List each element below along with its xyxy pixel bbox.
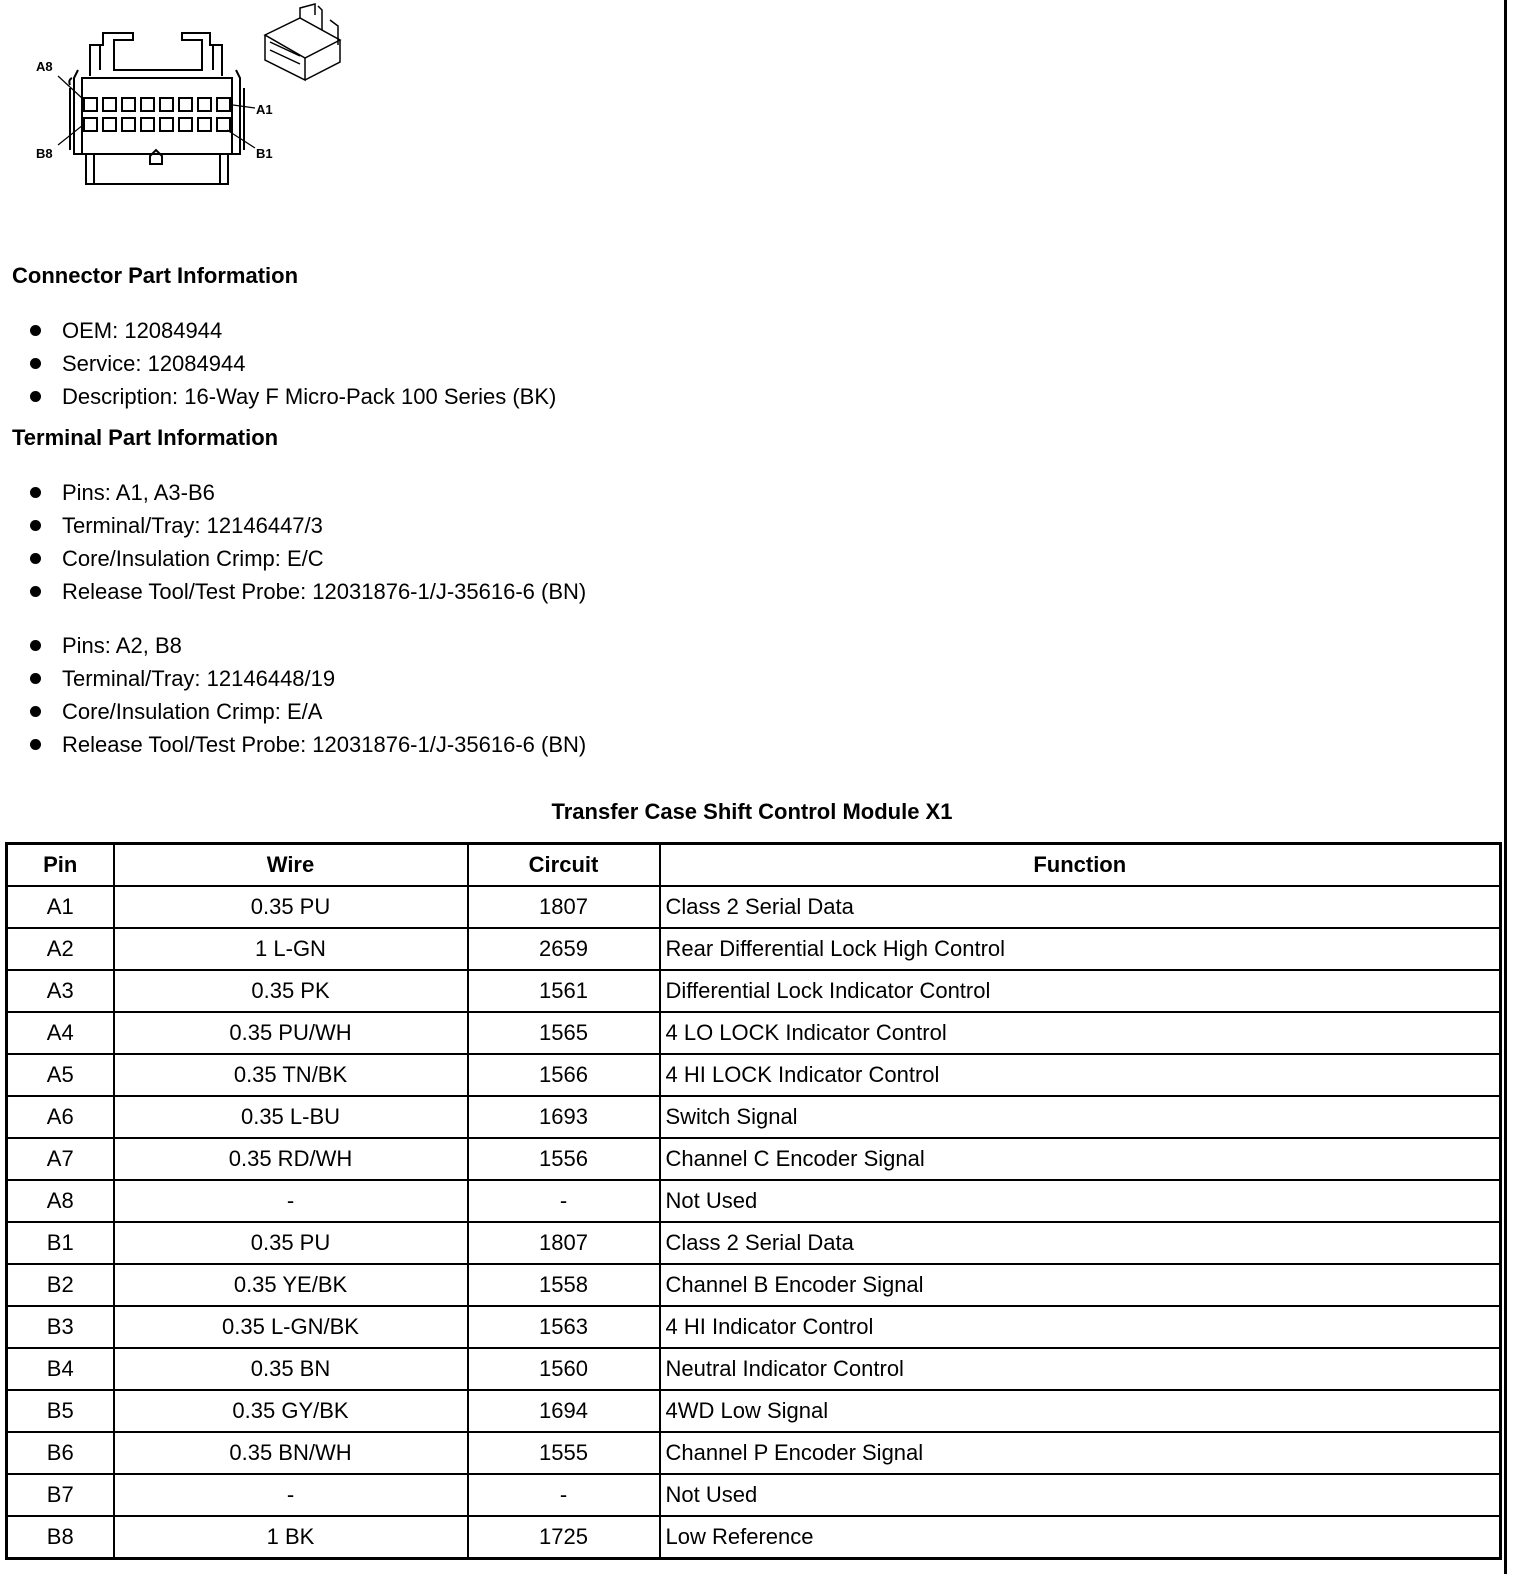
list-item: Service: 12084944 [28, 347, 556, 380]
table-row [7, 1348, 1501, 1390]
pin-cavity [198, 98, 211, 111]
cell-wire: 0.35 GY/BK [114, 1390, 468, 1432]
cell-pin: A3 [7, 970, 114, 1012]
cell-function: Differential Lock Indicator Control [660, 970, 1501, 1012]
pin-cavity [217, 118, 230, 131]
table-row [7, 1390, 1501, 1432]
cell-circuit: 1563 [468, 1306, 660, 1348]
cell-function: 4 HI LOCK Indicator Control [660, 1054, 1501, 1096]
list-item: Release Tool/Test Probe: 12031876-1/J-35616-6 (BN) [28, 728, 586, 761]
pin-cavity [122, 98, 135, 111]
pin-cavity [179, 98, 192, 111]
cell-wire: 1 L-GN [114, 928, 468, 970]
cell-wire: 0.35 RD/WH [114, 1138, 468, 1180]
cell-wire: 0.35 PU/WH [114, 1012, 468, 1054]
table-row [7, 928, 1501, 970]
list-item: Terminal/Tray: 12146447/3 [28, 509, 586, 542]
cell-wire: - [114, 1474, 468, 1516]
cell-wire: - [114, 1180, 468, 1222]
header-wire: Wire [114, 844, 468, 887]
table-row [7, 1096, 1501, 1138]
cell-circuit: 1807 [468, 886, 660, 928]
pin-cavity [160, 98, 173, 111]
cell-function: Not Used [660, 1180, 1501, 1222]
cell-wire: 0.35 BN [114, 1348, 468, 1390]
pin-cavity [217, 98, 230, 111]
cell-pin: A8 [7, 1180, 114, 1222]
pin-cavity [122, 118, 135, 131]
cell-pin: A1 [7, 886, 114, 928]
page-right-border [1504, 0, 1507, 1574]
cell-circuit: 1555 [468, 1432, 660, 1474]
table-row [7, 1264, 1501, 1306]
cell-circuit: - [468, 1474, 660, 1516]
cell-wire: 0.35 YE/BK [114, 1264, 468, 1306]
pin-cavity [160, 118, 173, 131]
terminal-part-info-heading: Terminal Part Information [12, 425, 279, 450]
list-item: Core/Insulation Crimp: E/A [28, 695, 586, 728]
cell-wire: 0.35 L-BU [114, 1096, 468, 1138]
list-item: Core/Insulation Crimp: E/C [28, 542, 586, 575]
pin-cavity [198, 118, 211, 131]
table-row [7, 1180, 1501, 1222]
pin-cavity [141, 118, 154, 131]
table-row [7, 970, 1501, 1012]
pin-cavity [103, 98, 116, 111]
pin-label-a1: A1 [256, 102, 273, 117]
cell-circuit: 1693 [468, 1096, 660, 1138]
table-row [7, 1516, 1501, 1559]
cell-function: Rear Differential Lock High Control [660, 928, 1501, 970]
list-item: OEM: 12084944 [28, 314, 556, 347]
cell-pin: A2 [7, 928, 114, 970]
cell-pin: B4 [7, 1348, 114, 1390]
table-row [7, 1054, 1501, 1096]
header-pin: Pin [7, 844, 114, 887]
cell-pin: B5 [7, 1390, 114, 1432]
cell-wire: 0.35 L-GN/BK [114, 1306, 468, 1348]
cell-circuit: 1560 [468, 1348, 660, 1390]
cell-wire: 1 BK [114, 1516, 468, 1559]
cell-wire: 0.35 PU [114, 1222, 468, 1264]
pin-cavity [84, 98, 97, 111]
cell-circuit: - [468, 1180, 660, 1222]
connector-isometric-view [265, 4, 340, 80]
table-row [7, 1012, 1501, 1054]
table-row [7, 1138, 1501, 1180]
cell-pin: A5 [7, 1054, 114, 1096]
pin-cavity [179, 118, 192, 131]
pin-label-b8: B8 [36, 146, 53, 161]
connector-part-info-list [28, 314, 556, 413]
header-circuit: Circuit [468, 844, 660, 887]
table-title: Transfer Case Shift Control Module X1 [551, 799, 953, 824]
cell-function: Switch Signal [660, 1096, 1501, 1138]
cell-pin: A6 [7, 1096, 114, 1138]
cell-pin: B3 [7, 1306, 114, 1348]
pin-cavity [103, 118, 116, 131]
cell-pin: B7 [7, 1474, 114, 1516]
cell-circuit: 1558 [468, 1264, 660, 1306]
pin-label-a8: A8 [36, 59, 53, 74]
cell-circuit: 1566 [468, 1054, 660, 1096]
cell-wire: 0.35 PU [114, 886, 468, 928]
table-row [7, 1474, 1501, 1516]
cell-pin: A4 [7, 1012, 114, 1054]
list-item: Pins: A1, A3-B6 [28, 476, 586, 509]
cell-pin: B1 [7, 1222, 114, 1264]
cell-circuit: 1561 [468, 970, 660, 1012]
cell-function: Low Reference [660, 1516, 1501, 1559]
cell-circuit: 1725 [468, 1516, 660, 1559]
terminal-group-2 [28, 629, 586, 761]
connector-part-info-heading: Connector Part Information [12, 263, 299, 288]
cell-wire: 0.35 TN/BK [114, 1054, 468, 1096]
table-header-row [7, 844, 1501, 887]
list-item: Release Tool/Test Probe: 12031876-1/J-35616-6 (BN) [28, 575, 586, 608]
pin-label-b1: B1 [256, 146, 273, 161]
cell-function: Neutral Indicator Control [660, 1348, 1501, 1390]
cell-function: Channel B Encoder Signal [660, 1264, 1501, 1306]
list-item: Description: 16-Way F Micro-Pack 100 Series (BK) [28, 380, 556, 413]
cell-wire: 0.35 PK [114, 970, 468, 1012]
cell-function: Channel C Encoder Signal [660, 1138, 1501, 1180]
cell-circuit: 1556 [468, 1138, 660, 1180]
cell-pin: B6 [7, 1432, 114, 1474]
cell-function: 4WD Low Signal [660, 1390, 1501, 1432]
table-row [7, 1222, 1501, 1264]
cell-function: Channel P Encoder Signal [660, 1432, 1501, 1474]
cell-function: 4 LO LOCK Indicator Control [660, 1012, 1501, 1054]
cell-function: Class 2 Serial Data [660, 1222, 1501, 1264]
cell-circuit: 1807 [468, 1222, 660, 1264]
cell-pin: B8 [7, 1516, 114, 1559]
cell-wire: 0.35 BN/WH [114, 1432, 468, 1474]
table-row [7, 1432, 1501, 1474]
cell-pin: A7 [7, 1138, 114, 1180]
cell-circuit: 2659 [468, 928, 660, 970]
header-function: Function [660, 844, 1501, 887]
terminal-group-1 [28, 476, 586, 608]
connector-diagram [0, 0, 360, 200]
cell-circuit: 1694 [468, 1390, 660, 1432]
table-row [7, 886, 1501, 928]
cell-circuit: 1565 [468, 1012, 660, 1054]
pinout-table [5, 842, 1502, 1560]
cell-pin: B2 [7, 1264, 114, 1306]
list-item: Pins: A2, B8 [28, 629, 586, 662]
cell-function: Class 2 Serial Data [660, 886, 1501, 928]
pin-cavity [141, 98, 154, 111]
pin-cavity [84, 118, 97, 131]
cell-function: 4 HI Indicator Control [660, 1306, 1501, 1348]
list-item: Terminal/Tray: 12146448/19 [28, 662, 586, 695]
table-row [7, 1306, 1501, 1348]
cell-function: Not Used [660, 1474, 1501, 1516]
